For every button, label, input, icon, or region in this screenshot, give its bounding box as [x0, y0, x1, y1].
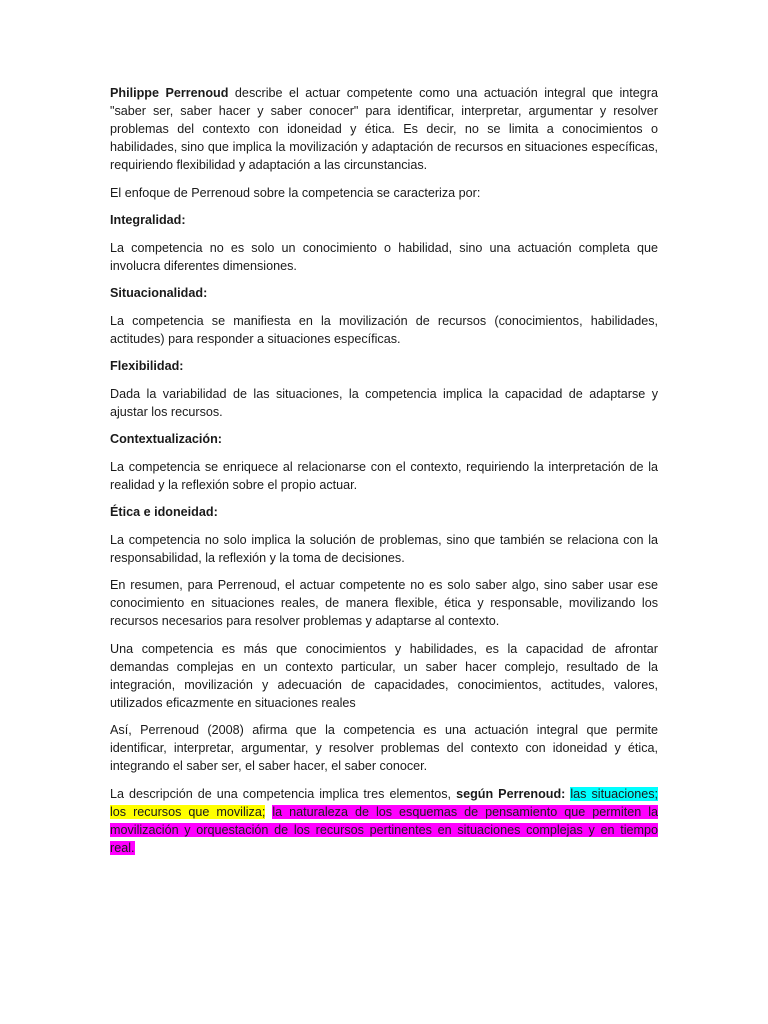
heading-integralidad: Integralidad:	[110, 213, 186, 227]
author-name: Philippe Perrenoud	[110, 86, 229, 100]
definicion-paragraph: Una competencia es más que conocimientos y habilidades, es la capacidad de afrontar demandas complejas en un contexto particular, un saber hacer complejo, resultado de la integración, movilización y adecuación de capacidades, conocimientos, actitudes, valores, utilizados eficazmente en situaciones reales	[110, 641, 658, 710]
paragraph-contextualizacion: La competencia se enriquece al relacionarse con el contexto, requiriendo la interpretación de la realidad y la reflexión sobre el propio actuar.	[110, 459, 658, 492]
enfoque-paragraph: El enfoque de Perrenoud sobre la competencia se caracteriza por:	[110, 185, 481, 200]
intro-text: describe el actuar competente como una actuación integral que integra "saber ser, saber hacer y saber conocer" para identificar, interpretar, argumentar y resolver problemas del contexto con idoneidad y ética. Es decir, no se limita a conocimientos o habilidades, sino que implica la movilización y adaptación de recursos en situaciones específicas, requiriendo flexibilidad y adaptación a las circunstancias.	[110, 86, 659, 172]
highlight-cyan: las situaciones;	[570, 786, 658, 801]
paragraph-etica: La competencia no solo implica la solución de problemas, sino que también se relaciona con la responsabilidad, la reflexión y la toma de decisiones.	[110, 532, 658, 565]
highlight-yellow: los recursos que moviliza;	[110, 804, 266, 819]
final-lead: La descripción de una competencia implica tres elementos,	[110, 786, 457, 801]
heading-flexibilidad: Flexibilidad:	[110, 359, 184, 373]
paragraph-integralidad: La competencia no es solo un conocimiento o habilidad, sino una actuación completa que involucra diferentes dimensiones.	[110, 240, 658, 273]
intro-paragraph	[110, 84, 658, 174]
highlight-magenta: la naturaleza de los esquemas de pensamiento que permiten la movilización y orquestación de los recursos pertinentes en situaciones complejas y en tiempo real.	[110, 804, 659, 855]
paragraph-situacionalidad: La competencia se manifiesta en la movilización de recursos (conocimientos, habilidades, actitudes) para responder a situaciones específicas.	[110, 313, 658, 346]
heading-contextualizacion: Contextualización:	[110, 432, 222, 446]
resumen-paragraph: En resumen, para Perrenoud, el actuar competente no es solo saber algo, sino saber usar ese conocimiento en situaciones reales, de manera flexible, ética y responsable, movilizando los recursos necesarios para resolver problemas y adaptarse al contexto.	[110, 578, 658, 628]
paragraph-flexibilidad: Dada la variabilidad de las situaciones, la competencia implica la capacidad de adaptarse y ajustar los recursos.	[110, 386, 658, 419]
heading-etica: Ética e idoneidad:	[110, 505, 218, 519]
final-bold: según Perrenoud:	[456, 786, 566, 801]
cita-paragraph: Así, Perrenoud (2008) afirma que la competencia es una actuación integral que permite identificar, interpretar, argumentar, y resolver problemas del contexto con idoneidad y ética, integrando el saber ser, el saber hacer, el saber conocer.	[110, 723, 658, 773]
heading-situacionalidad: Situacionalidad:	[110, 286, 208, 300]
final-paragraph	[110, 785, 658, 857]
